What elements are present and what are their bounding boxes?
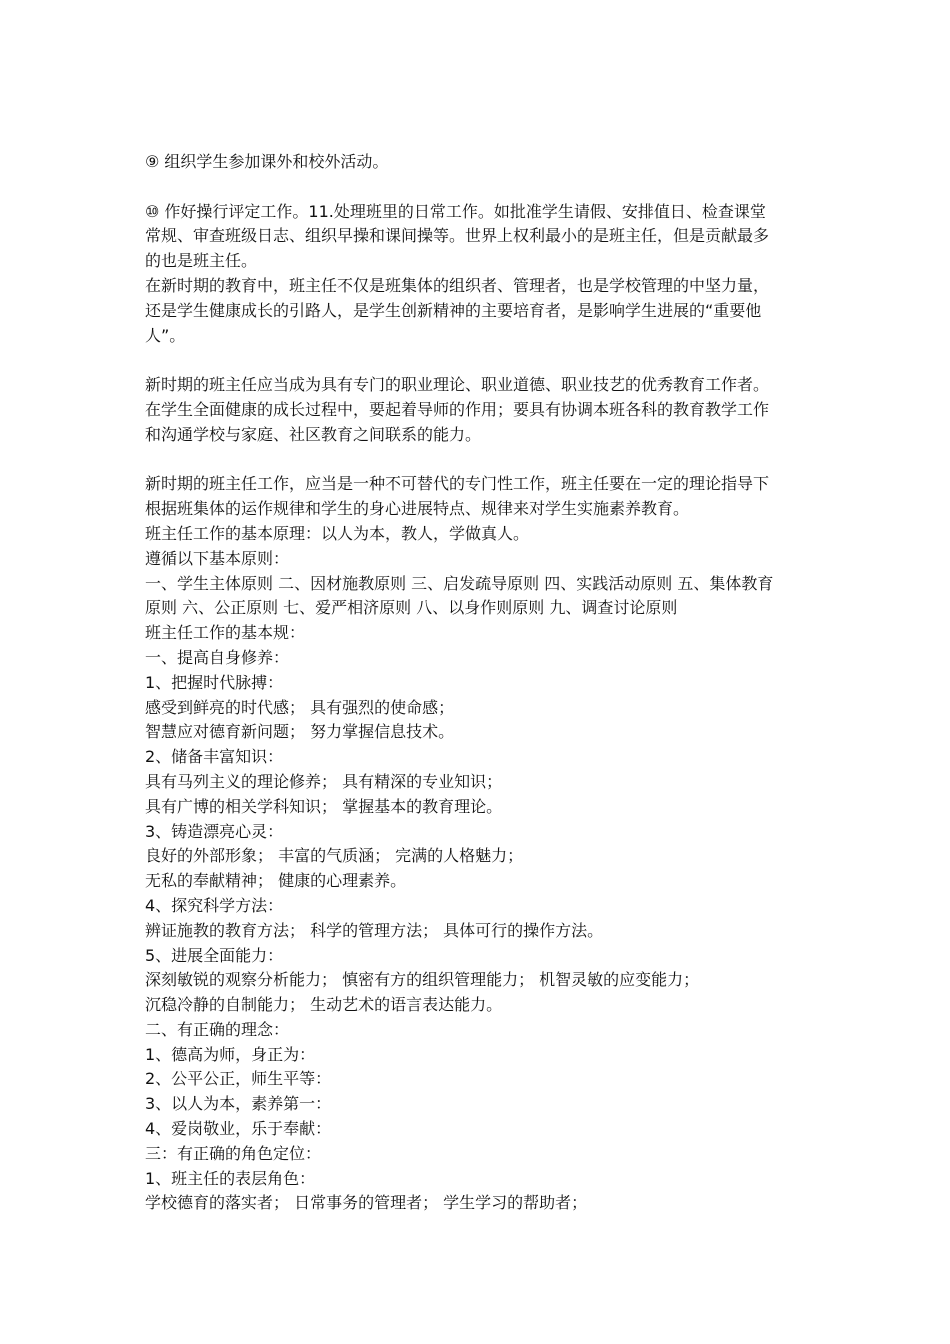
paragraph-gap	[145, 348, 815, 373]
text-line: 深刻敏锐的观察分析能力； 慎密有方的组织管理能力； 机智灵敏的应变能力；	[145, 970, 700, 990]
text-line: 1、把握时代脉搏：	[145, 672, 284, 692]
text-line: 班主任工作的基本原理：以人为本，教人，学做真人。	[145, 523, 530, 543]
paragraph-gap	[145, 448, 815, 473]
text-line: 2、公平公正，师生平等：	[145, 1069, 332, 1089]
text-line: 3、铸造漂亮心灵：	[145, 821, 284, 841]
text-line: 和沟通学校与家庭、社区教育之间联系的能力。	[145, 424, 482, 444]
text-line: 无私的奉献精神； 健康的心理素养。	[145, 871, 407, 891]
text-line: 遵循以下基本原则：	[145, 548, 290, 568]
text-line: 的也是班主任。	[145, 251, 258, 271]
text-line: 1、班主任的表层角色：	[145, 1168, 316, 1188]
text-line: 4、爱岗敬业，乐于奉献：	[145, 1119, 332, 1139]
text-line: 新时期的班主任工作，应当是一种不可替代的专门性工作，班主任要在一定的理论指导下	[145, 474, 770, 494]
text-line: ⑩ 作好操行评定工作。11.处理班里的日常工作。如批准学生请假、安排值日、检查课堂	[145, 201, 766, 221]
text-line: 感受到鲜亮的时代感； 具有强烈的使命感；	[145, 697, 455, 717]
text-line: 一、学生主体原则 二、因材施教原则 三、启发疏导原则 四、实践活动原则 五、集体教育	[145, 573, 774, 593]
text-line: 三：有正确的角色定位：	[145, 1143, 322, 1163]
text-line: 5、进展全面能力：	[145, 945, 284, 965]
text-line: 辨证施教的教育方法； 科学的管理方法； 具体可行的操作方法。	[145, 920, 604, 940]
text-line: 还是学生健康成长的引路人，是学生创新精神的主要培育者，是影响学生进展的“重要他	[145, 300, 762, 320]
text-line: 人”。	[145, 325, 186, 345]
text-line: 根据班集体的运作规律和学生的身心进展特点、规律来对学生实施素养教育。	[145, 499, 690, 519]
text-line: 良好的外部形象； 丰富的气质涵； 完满的人格魅力；	[145, 846, 524, 866]
text-line: 原则 六、公正原则 七、爱严相济原则 八、以身作则原则 九、调查讨论原则	[145, 598, 678, 618]
text-line: 新时期的班主任应当成为具有专门的职业理论、职业道德、职业技艺的优秀教育工作者。	[145, 375, 770, 395]
text-line: 1、德高为师，身正为：	[145, 1044, 316, 1064]
text-line: 具有马列主义的理论修养； 具有精深的专业知识；	[145, 771, 503, 791]
text-line: 在新时期的教育中，班主任不仅是班集体的组织者、管理者，也是学校管理的中坚力量，	[145, 275, 770, 295]
text-line: 学校德育的落实者； 日常事务的管理者； 学生学习的帮助者；	[145, 1193, 588, 1213]
text-line: 在学生全面健康的成长过程中，要起着导师的作用；要具有协调本班各科的教育教学工作	[145, 399, 770, 419]
text-line: 常规、审查班级日志、组织早操和课间操等。世界上权利最小的是班主任，但是贡献最多	[145, 226, 770, 246]
text-line: ⑨ 组织学生参加课外和校外活动。	[145, 152, 389, 171]
text-line: 智慧应对德育新问题； 努力掌握信息技术。	[145, 722, 455, 742]
text-line: 2、储备丰富知识：	[145, 747, 284, 767]
text-line: 3、以人为本，素养第一：	[145, 1094, 332, 1114]
text-line: 一、提高自身修养：	[145, 647, 290, 667]
text-line: 二、有正确的理念：	[145, 1019, 290, 1039]
paragraph-gap	[145, 175, 815, 200]
document-body	[145, 150, 815, 1216]
text-line: 4、探究科学方法：	[145, 895, 284, 915]
text-line: 具有广博的相关学科知识； 掌握基本的教育理论。	[145, 796, 503, 816]
text-line: 沉稳冷静的自制能力； 生动艺术的语言表达能力。	[145, 995, 503, 1015]
text-line: 班主任工作的基本规：	[145, 623, 306, 643]
